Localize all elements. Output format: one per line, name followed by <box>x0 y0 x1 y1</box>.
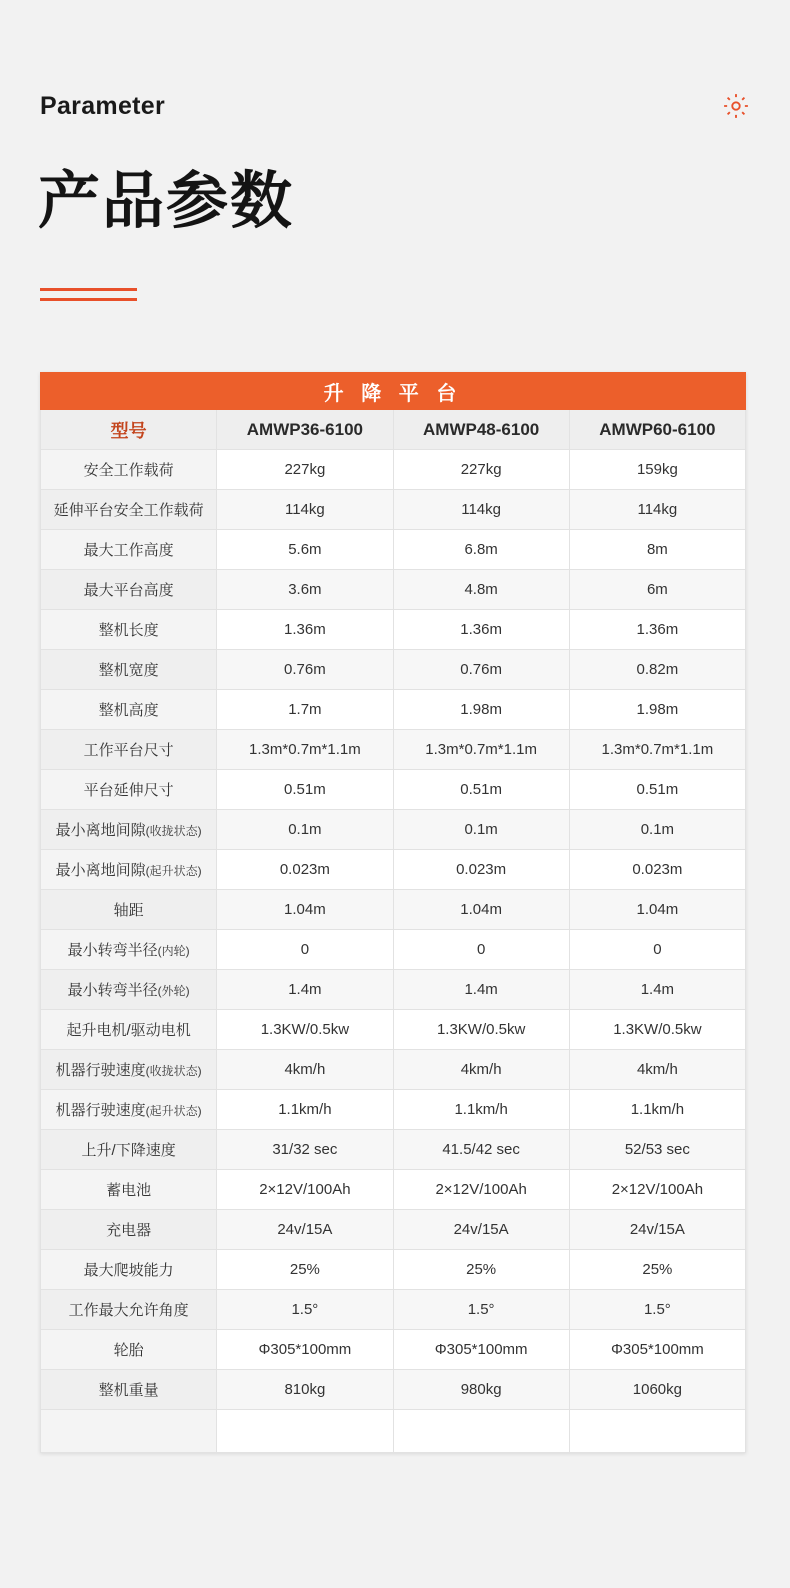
row-label: 最小转弯半径(内轮) <box>41 930 217 970</box>
row-label: 安全工作载荷 <box>41 450 217 490</box>
table-row <box>41 1050 746 1090</box>
row-value: 8m <box>569 530 745 570</box>
table-tail-row <box>41 1410 746 1453</box>
table-header-cell: AMWP36-6100 <box>217 410 393 450</box>
row-value: 24v/15A <box>393 1210 569 1250</box>
row-label: 工作平台尺寸 <box>41 730 217 770</box>
row-label: 充电器 <box>41 1210 217 1250</box>
row-value: 1.5° <box>217 1290 393 1330</box>
table-header-cell: 型号 <box>41 410 217 450</box>
tail-value <box>393 1410 569 1453</box>
row-value: 4km/h <box>217 1050 393 1090</box>
page-title: 产品参数 <box>38 164 295 237</box>
row-value: 1.4m <box>217 970 393 1010</box>
row-value: 1.3m*0.7m*1.1m <box>569 730 745 770</box>
row-value: Φ305*100mm <box>393 1330 569 1370</box>
row-value: 1.5° <box>569 1290 745 1330</box>
table-caption: 升 降 平 台 <box>41 373 746 410</box>
row-value: 1.3m*0.7m*1.1m <box>393 730 569 770</box>
table-row <box>41 1370 746 1410</box>
row-value: 1.4m <box>393 970 569 1010</box>
table-row <box>41 530 746 570</box>
table-row <box>41 930 746 970</box>
row-label: 轮胎 <box>41 1330 217 1370</box>
row-value: 0.023m <box>393 850 569 890</box>
row-value: 0.51m <box>569 770 745 810</box>
row-label: 整机宽度 <box>41 650 217 690</box>
row-value: 4km/h <box>393 1050 569 1090</box>
row-value: 5.6m <box>217 530 393 570</box>
row-label: 机器行驶速度(起升状态) <box>41 1090 217 1130</box>
row-value: 0.1m <box>569 810 745 850</box>
row-value: 1.36m <box>393 610 569 650</box>
row-value: 0.023m <box>569 850 745 890</box>
table-header-row <box>41 410 746 450</box>
row-value: 24v/15A <box>569 1210 745 1250</box>
row-value: 159kg <box>569 450 745 490</box>
row-value: 25% <box>217 1250 393 1290</box>
row-value: 1.1km/h <box>569 1090 745 1130</box>
row-value: 31/32 sec <box>217 1130 393 1170</box>
table-row <box>41 1010 746 1050</box>
row-label: 整机重量 <box>41 1370 217 1410</box>
row-value: 1.1km/h <box>217 1090 393 1130</box>
table-row <box>41 690 746 730</box>
row-value: 2×12V/100Ah <box>217 1170 393 1210</box>
table-row <box>41 650 746 690</box>
page-header <box>40 84 750 128</box>
table-row <box>41 810 746 850</box>
row-value: 1.7m <box>217 690 393 730</box>
row-value: 227kg <box>217 450 393 490</box>
row-value: 810kg <box>217 1370 393 1410</box>
row-value: 0.023m <box>217 850 393 890</box>
row-value: 25% <box>569 1250 745 1290</box>
row-value: Φ305*100mm <box>569 1330 745 1370</box>
row-label: 最小离地间隙(收拢状态) <box>41 810 217 850</box>
row-value: 227kg <box>393 450 569 490</box>
row-label-sub: (起升状态) <box>145 1104 202 1118</box>
row-label: 延伸平台安全工作载荷 <box>41 490 217 530</box>
underline-bar-2 <box>40 298 137 301</box>
row-value: 1.36m <box>569 610 745 650</box>
row-value: 6m <box>569 570 745 610</box>
table-row <box>41 490 746 530</box>
row-label: 起升电机/驱动电机 <box>41 1010 217 1050</box>
row-value: 24v/15A <box>217 1210 393 1250</box>
table-header-cell: AMWP48-6100 <box>393 410 569 450</box>
table-row <box>41 730 746 770</box>
row-value: 2×12V/100Ah <box>393 1170 569 1210</box>
row-value: 3.6m <box>217 570 393 610</box>
spec-table-container <box>40 372 746 1453</box>
table-row <box>41 1210 746 1250</box>
row-label: 最大爬坡能力 <box>41 1250 217 1290</box>
row-label: 平台延伸尺寸 <box>41 770 217 810</box>
table-header-cell: AMWP60-6100 <box>569 410 745 450</box>
table-row <box>41 1290 746 1330</box>
title-underline <box>40 288 137 308</box>
table-row <box>41 570 746 610</box>
row-value: 114kg <box>217 490 393 530</box>
row-value: 0 <box>393 930 569 970</box>
row-value: 1.1km/h <box>393 1090 569 1130</box>
table-row <box>41 770 746 810</box>
table-row <box>41 610 746 650</box>
row-value: 0.82m <box>569 650 745 690</box>
table-row <box>41 1250 746 1290</box>
gear-icon <box>722 92 750 120</box>
row-value: 0.1m <box>393 810 569 850</box>
row-label: 上升/下降速度 <box>41 1130 217 1170</box>
table-row <box>41 890 746 930</box>
row-value: 1.04m <box>393 890 569 930</box>
row-value: 0 <box>569 930 745 970</box>
row-label: 轴距 <box>41 890 217 930</box>
row-label: 整机长度 <box>41 610 217 650</box>
row-value: 1.3KW/0.5kw <box>217 1010 393 1050</box>
row-label-sub: (起升状态) <box>145 864 202 878</box>
row-value: 4km/h <box>569 1050 745 1090</box>
row-value: 1.98m <box>569 690 745 730</box>
row-value: 2×12V/100Ah <box>569 1170 745 1210</box>
row-value: 0.51m <box>217 770 393 810</box>
row-label-sub: (外轮) <box>157 984 190 998</box>
row-value: 0.51m <box>393 770 569 810</box>
row-value: 114kg <box>569 490 745 530</box>
row-label: 蓄电池 <box>41 1170 217 1210</box>
spec-table <box>40 372 746 1453</box>
row-value: 0.76m <box>393 650 569 690</box>
tail-value <box>569 1410 745 1453</box>
table-row <box>41 450 746 490</box>
tail-label <box>41 1410 217 1453</box>
row-value: 1.3m*0.7m*1.1m <box>217 730 393 770</box>
row-value: 1.98m <box>393 690 569 730</box>
row-value: 25% <box>393 1250 569 1290</box>
row-value: 1.3KW/0.5kw <box>569 1010 745 1050</box>
row-label-sub: (收拢状态) <box>145 1064 202 1078</box>
row-label: 整机高度 <box>41 690 217 730</box>
row-label: 最小离地间隙(起升状态) <box>41 850 217 890</box>
row-value: Φ305*100mm <box>217 1330 393 1370</box>
spec-table-body <box>41 373 746 1453</box>
table-row <box>41 1130 746 1170</box>
row-value: 1.4m <box>569 970 745 1010</box>
page-eyebrow: Parameter <box>40 91 166 120</box>
table-row <box>41 970 746 1010</box>
row-value: 6.8m <box>393 530 569 570</box>
row-value: 1.04m <box>569 890 745 930</box>
table-row <box>41 1330 746 1370</box>
underline-bar-1 <box>40 288 137 291</box>
row-value: 0.1m <box>217 810 393 850</box>
row-value: 1.3KW/0.5kw <box>393 1010 569 1050</box>
row-value: 1.36m <box>217 610 393 650</box>
row-value: 980kg <box>393 1370 569 1410</box>
row-label: 机器行驶速度(收拢状态) <box>41 1050 217 1090</box>
table-row <box>41 1170 746 1210</box>
row-label: 最大工作高度 <box>41 530 217 570</box>
row-value: 114kg <box>393 490 569 530</box>
row-label: 最大平台高度 <box>41 570 217 610</box>
row-label-sub: (内轮) <box>157 944 190 958</box>
row-label: 工作最大允许角度 <box>41 1290 217 1330</box>
table-caption-row <box>41 373 746 410</box>
tail-value <box>217 1410 393 1453</box>
row-value: 41.5/42 sec <box>393 1130 569 1170</box>
row-value: 52/53 sec <box>569 1130 745 1170</box>
row-value: 4.8m <box>393 570 569 610</box>
row-label: 最小转弯半径(外轮) <box>41 970 217 1010</box>
table-row <box>41 850 746 890</box>
row-value: 0.76m <box>217 650 393 690</box>
table-row <box>41 1090 746 1130</box>
row-value: 0 <box>217 930 393 970</box>
row-value: 1.5° <box>393 1290 569 1330</box>
row-value: 1060kg <box>569 1370 745 1410</box>
row-value: 1.04m <box>217 890 393 930</box>
row-label-sub: (收拢状态) <box>145 824 202 838</box>
